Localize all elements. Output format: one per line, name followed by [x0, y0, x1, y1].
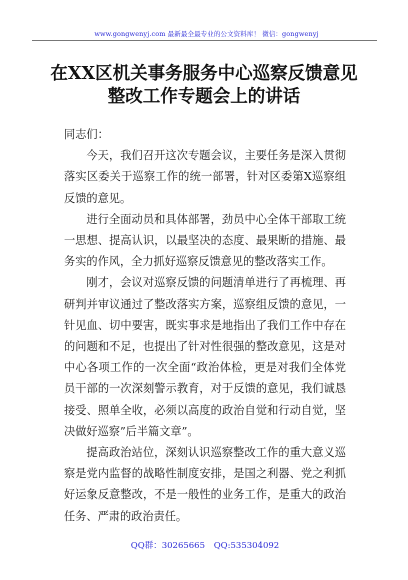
salutation: 同志们： [64, 128, 109, 141]
header-divider [32, 40, 377, 41]
header-watermark-line: www.gongwenyj.com 最新最全最专业的公文资料库！ 微信：gongwenyj [94, 30, 319, 38]
footer-qq-group: QQ群：30265665 [130, 541, 205, 551]
paragraph-3: 刚才，会议对巡察反馈的问题清单进行了再梳理、再研判并审议通过了整改落实方案，巡察组反馈的意见，一针见血、切中要害，既实事求是地指出了我们工作中存在的问题和不足，也提出了针对性很强的整改意见，这是对中心各项工作的一次全面“政治体检，更是对我们全体党员干部的一次深刻警示教育，对于反馈的意见，我们诚恳接受、照单全收，必须以高度的政治自觉和行动自觉，坚决做好巡察”后半篇文章”。 [64, 276, 346, 438]
document-title-line-2: 整改工作专题会上的讲话 [107, 87, 301, 107]
document-body [64, 124, 346, 527]
document-title-line-1: 在XX区机关事务服务中心巡察反馈意见 [50, 64, 358, 84]
footer-qq: QQ:535304092 [213, 541, 280, 551]
paragraph-2: 进行全面动员和具体部署，劲员中心全体干部取工统一思想、提高认识，以最坚决的态度、最果断的措施、最务实的作风，全力抓好巡察反馈意见的整改落实工作。 [64, 212, 346, 269]
paragraph-1: 今天，我们召开这次专题会议，主要任务是深入贯彻落实区委关于巡察工作的统一部署，针对区委第X巡察组反馈的意见。 [64, 149, 346, 205]
footer-contact [60, 539, 350, 551]
paragraph-4: 提高政治站位，深刻认识巡察整改工作的重大意义巡察是党内监督的战略性制度安排，是国之利器、党之利抓好运象反意整改，不是一般性的业务工作，是重大的政治任务、严肃的政治责任。 [64, 446, 346, 523]
